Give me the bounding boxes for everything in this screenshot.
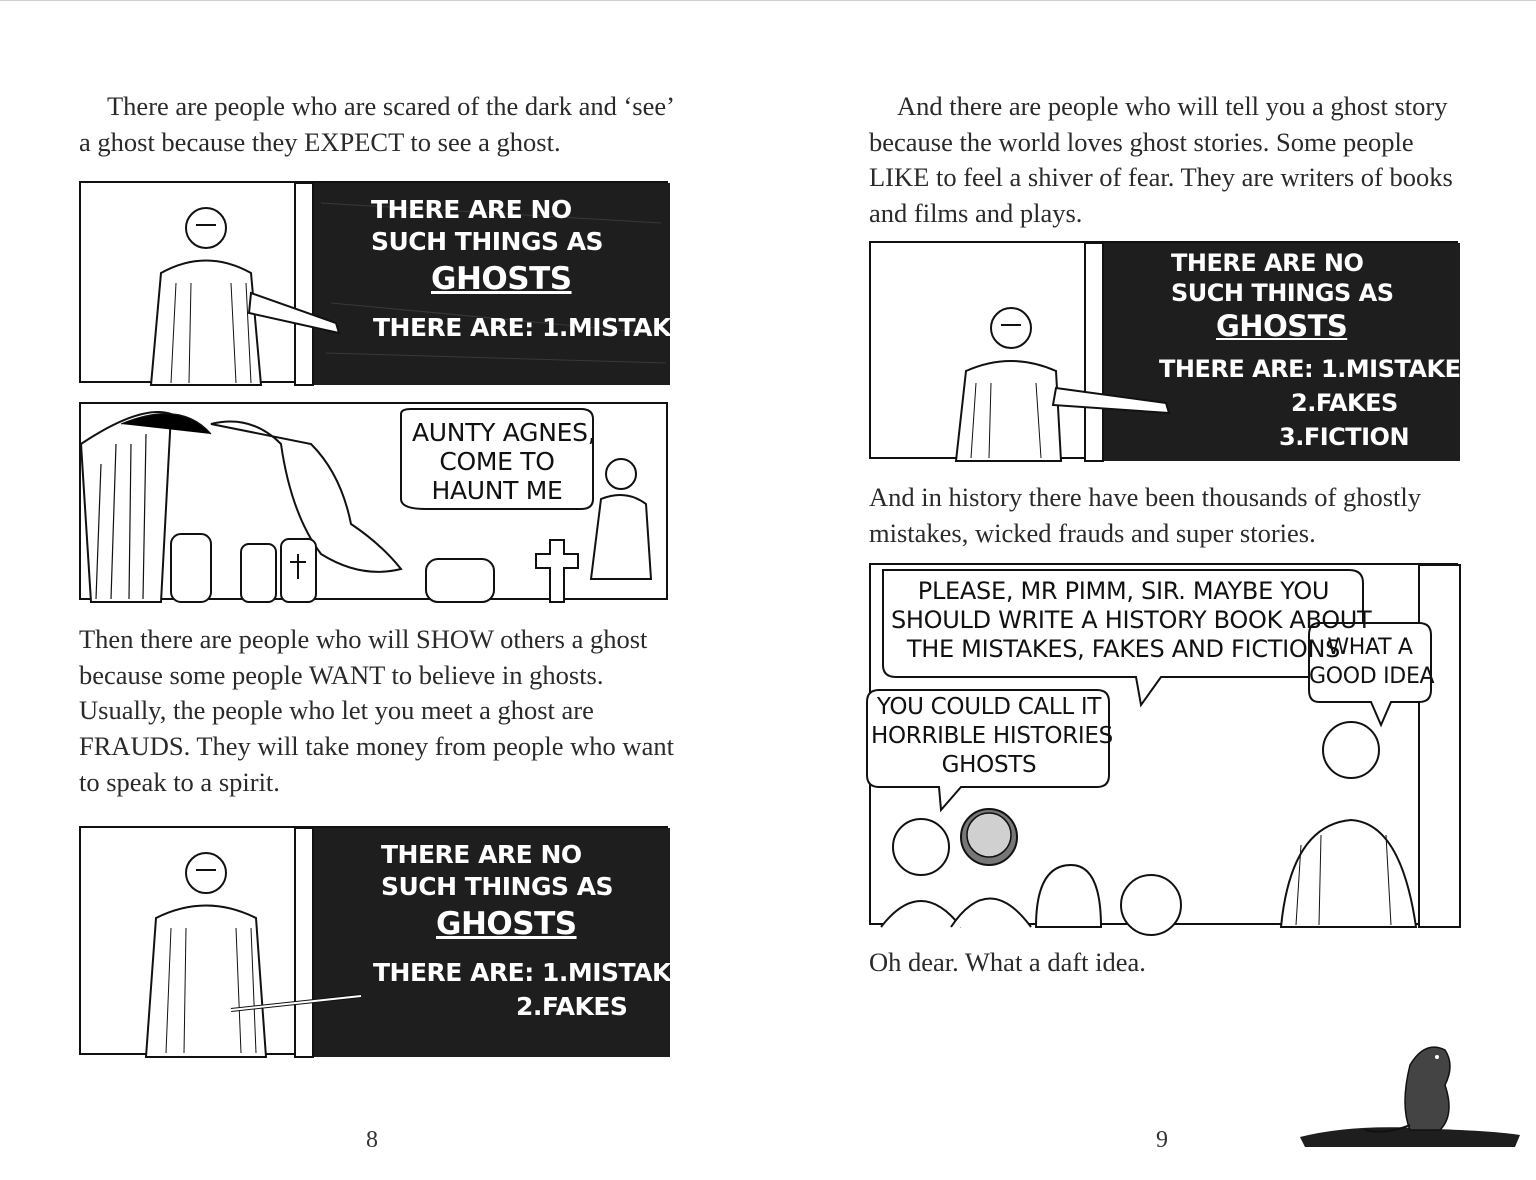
right-paragraph-1: And there are people who will tell you a ghost story because the world loves ghost stories. Some people LIKE to feel a shiver of fear. They are writers of books and films and plays. (869, 91, 1453, 229)
left-panel-3-blackboard (79, 826, 705, 1055)
bubble-line-1: AUNTY AGNES, (412, 418, 596, 447)
page-number-right: 9 (1156, 1127, 1168, 1153)
bubble-line-2: COME TO (439, 447, 555, 476)
bubble-b-line-1: WHAT A (1327, 635, 1413, 660)
board-line-2: SUCH THINGS AS (381, 872, 614, 901)
bubble-a-line-3: THE MISTAKES, FAKES AND FICTIONS (906, 635, 1341, 663)
bubble-a-line-2: SHOULD WRITE A HISTORY BOOK ABOUT (891, 606, 1372, 634)
board-line-3: THERE ARE: 1.MISTAKES (1159, 355, 1478, 383)
board-line-4: 2.FAKES (1291, 389, 1398, 417)
page-number-left: 8 (366, 1127, 378, 1153)
board-line-1: THERE ARE NO (371, 195, 572, 224)
bubble-c-line-2: HORRIBLE HISTORIES (871, 723, 1113, 749)
right-panel-2-classroom (869, 563, 1458, 925)
bubble-c-line-3: GHOSTS (941, 752, 1037, 778)
right-paragraph-2: And in history there have been thousands of ghostly mistakes, wicked frauds and super stories. (869, 482, 1421, 548)
board-line-2: SUCH THINGS AS (371, 227, 604, 256)
board-line-5: 3.FICTION (1279, 423, 1410, 451)
page-top-edge (0, 0, 1536, 1)
board-line-ghosts: GHOSTS (1216, 309, 1348, 343)
rat-illustration (1295, 1035, 1525, 1147)
left-panel-1-blackboard (79, 181, 705, 383)
board-line-1: THERE ARE NO (1171, 249, 1364, 277)
bubble-a-line-1: PLEASE, MR PIMM, SIR. MAYBE YOU (917, 577, 1330, 605)
bubble-b-line-2: GOOD IDEA (1309, 664, 1435, 689)
board-line-ghosts: GHOSTS (436, 906, 577, 942)
bubble-line-3: HAUNT ME (431, 476, 563, 505)
board-line-3: THERE ARE: 1.MISTAKES (373, 313, 705, 342)
bubble-c-line-1: YOU COULD CALL IT (876, 694, 1102, 720)
board-line-1: THERE ARE NO (381, 840, 582, 869)
board-line-2: SUCH THINGS AS (1171, 279, 1394, 307)
right-paragraph-3: Oh dear. What a daft idea. (869, 947, 1146, 977)
right-panel-1-blackboard (869, 241, 1478, 459)
left-paragraph-1: There are people who are scared of the dark and ‘see’ a ghost because they EXPECT to see a ghost. (79, 91, 673, 157)
left-panel-2-graveyard (79, 402, 668, 600)
board-line-ghosts: GHOSTS (431, 261, 572, 297)
teacher-pointer-illustration (81, 828, 670, 1057)
left-paragraph-2: Then there are people who will SHOW others a ghost because some people WANT to believe in ghosts. Usually, the people who let you meet a ghost are FRAUDS. They will take money from people who want to speak to a spirit. (79, 624, 674, 797)
board-line-4: 2.FAKES (516, 992, 628, 1021)
board-line-3: THERE ARE: 1.MISTAKES (373, 958, 705, 987)
